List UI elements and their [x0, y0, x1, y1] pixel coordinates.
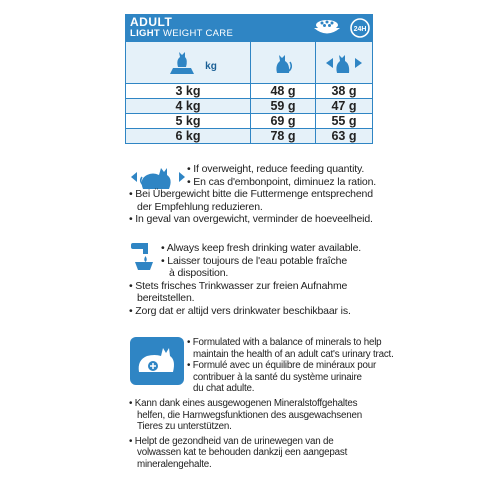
table-header-row — [126, 42, 373, 84]
reduced-header — [316, 42, 373, 84]
product-header — [125, 14, 373, 41]
urinary-nl-cont: volwassen kat te behouden dankzij een aangepast — [137, 447, 348, 459]
water-de-cont: bereitstellen. — [137, 292, 195, 305]
advice-de-cont: der Empfehlung reduzieren. — [137, 200, 263, 213]
urinary-fr: • Formulé avec un équilibre de minéraux pour — [187, 360, 377, 372]
weight-cell: 5 kg — [126, 114, 251, 129]
advice-fr: • En cas d'embonpoint, diminuez la ration. — [187, 175, 377, 188]
water-de: • Stets frisches Trinkwasser zur freien Aufnahme — [129, 279, 348, 292]
product-line: ADULT — [130, 15, 173, 29]
urinary-en-cont: maintain the health of an adult cat's urinary tract. — [193, 348, 394, 360]
weight-cell: 6 kg — [126, 129, 251, 144]
water-nl: • Zorg dat er altijd vers drinkwater beschikbaar is. — [129, 304, 351, 317]
overweight-advice — [129, 163, 389, 226]
table-row — [126, 99, 373, 114]
water-fr-cont: à disposition. — [169, 267, 229, 280]
advice-de: • Bei Übergewicht bitte die Futtermenge entsprechend — [129, 188, 373, 201]
table-row — [126, 84, 373, 99]
water-en: • Always keep fresh drinking water available. — [161, 242, 362, 254]
weight-header — [126, 42, 251, 84]
table-row — [126, 129, 373, 144]
reduced-cell: 38 g — [316, 84, 373, 99]
weight-cell: 4 kg — [126, 99, 251, 114]
normal-cell: 59 g — [251, 99, 316, 114]
cat-arrows-icon — [324, 51, 364, 75]
urinary-nl-cont2: mineralengehalte. — [137, 458, 212, 470]
weight-unit-label: kg — [205, 60, 217, 72]
reduced-cell: 63 g — [316, 129, 373, 144]
weight-cell: 3 kg — [126, 84, 251, 99]
normal-cell: 48 g — [251, 84, 316, 99]
urinary-advice — [129, 337, 394, 471]
water-fr: • Laisser toujours de l'eau potable fraîche — [161, 254, 348, 267]
normal-cell: 78 g — [251, 129, 316, 144]
cat-icon — [271, 51, 295, 75]
food-bowl-icon — [311, 17, 343, 37]
urinary-de: • Kann dank eines ausgewogenen Mineralstoffgehaltes — [129, 397, 358, 409]
advice-nl: • In geval van overgewicht, verminder de hoeveelheid. — [129, 213, 373, 226]
advice-en: • If overweight, reduce feeding quantity. — [187, 163, 365, 175]
table-row — [126, 114, 373, 129]
urinary-fr-cont2: du chat adulte. — [193, 383, 255, 395]
reduced-cell: 47 g — [316, 99, 373, 114]
scale-cat-icon — [167, 48, 197, 78]
normal-cell: 69 g — [251, 114, 316, 129]
product-variant: LIGHT WEIGHT CARE — [130, 28, 234, 39]
feeding-table — [125, 41, 373, 144]
urinary-fr-cont: contribuer à la santé du système urinaire — [193, 371, 362, 383]
water-advice — [129, 242, 389, 318]
urinary-de-cont: helfen, die Harnwegsfunktionen des ausgewachsenen — [137, 409, 362, 421]
urinary-nl: • Helpt de gezondheid van de urinewegen van de — [129, 435, 334, 447]
clock-24h-icon — [349, 17, 371, 39]
normal-header — [251, 42, 316, 84]
clock-24h-label: 24H — [353, 26, 367, 33]
urinary-en: • Formulated with a balance of minerals to help — [187, 337, 382, 348]
urinary-de-cont2: Tieres zu unterstützen. — [137, 421, 232, 433]
reduced-cell: 55 g — [316, 114, 373, 129]
